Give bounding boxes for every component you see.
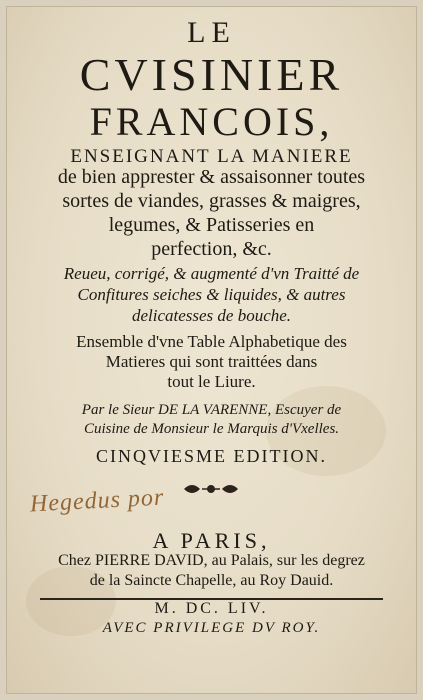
title-francois: FRANCOIS, xyxy=(89,99,334,144)
year: M. DC. LIV. xyxy=(154,600,269,617)
body-line-3: legumes, & Patisseries en xyxy=(108,214,315,236)
revision-line-2: Confitures seiches & liquides, & autres xyxy=(77,285,346,304)
revision-line-3: delicatesses de bouche. xyxy=(131,306,292,325)
body-line-4: perfection, &c. xyxy=(151,238,272,260)
table-line-1: Ensemble d'vne Table Alphabetique des xyxy=(76,332,347,351)
author-line-1: Par le Sieur DE LA VARENNE, Escuyer de xyxy=(81,402,342,418)
body-line-1: de bien apprester & assaisonner toutes xyxy=(57,166,366,188)
subtitle: ENSEIGNANT LA MANIERE xyxy=(70,146,353,167)
edition: CINQVIESME EDITION. xyxy=(96,446,327,466)
title-le: LE xyxy=(187,16,236,49)
handwritten-signature: Hegedus por xyxy=(29,484,165,518)
table-line-3: tout le Liure. xyxy=(167,372,256,391)
table-line-2: Matieres qui sont traittées dans xyxy=(105,352,318,371)
privilege: AVEC PRIVILEGE DV ROY. xyxy=(102,620,321,636)
author-line-2: Cuisine de Monsieur le Marquis d'Vxelles. xyxy=(83,421,340,437)
imprint-line-2: de la Saincte Chapelle, au Roy Dauid. xyxy=(89,572,334,589)
imprint-line-1: Chez PIERRE DAVID, au Palais, sur les degrez xyxy=(58,552,365,569)
printers-ornament-icon xyxy=(182,480,240,498)
title-cuisinier: CVISINIER xyxy=(79,49,344,100)
body-line-2: sortes de viandes, grasses & maigres, xyxy=(62,190,361,212)
revision-line-1: Reueu, corrigé, & augmenté d'vn Traitté de xyxy=(63,264,360,283)
imprint-city: A PARIS, xyxy=(152,528,271,553)
